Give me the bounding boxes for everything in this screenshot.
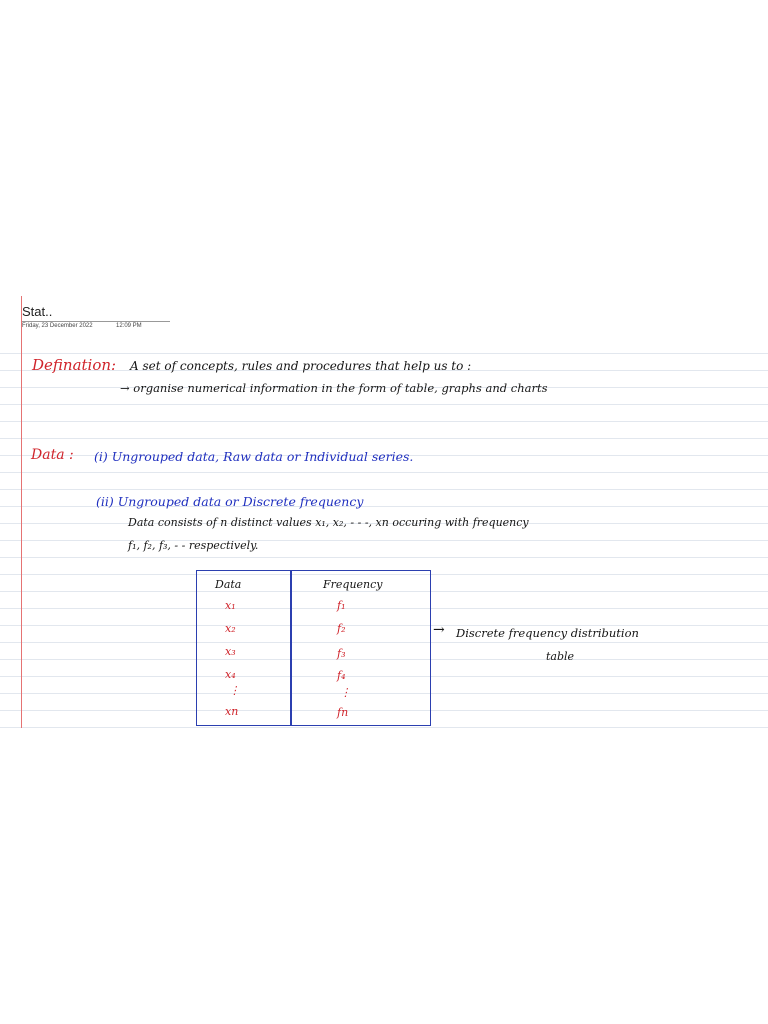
page-header-area — [0, 296, 768, 336]
right-arrow-icon: → — [433, 622, 445, 638]
note-time: 12:09 PM — [116, 323, 142, 329]
data-description-line-2: f₁, f₂, f₃, - - respectively. — [128, 539, 259, 552]
table-column-divider — [290, 571, 292, 725]
annotation-line-1: Discrete frequency distribution — [456, 626, 639, 640]
definition-line-1: A set of concepts, rules and procedures that help us to : — [130, 359, 472, 373]
frequency-table — [196, 570, 431, 726]
table-cell-data: xn — [225, 705, 239, 718]
notebook-page — [0, 296, 768, 728]
table-header-frequency: Frequency — [323, 578, 383, 591]
table-cell-frequency: f₁ — [337, 599, 346, 612]
margin-line — [21, 296, 22, 728]
table-cell-frequency: ⋮ — [340, 686, 351, 699]
table-cell-frequency: f₃ — [337, 647, 346, 660]
definition-line-2: → organise numerical information in the form of table, graphs and charts — [120, 381, 548, 395]
title-underline — [22, 321, 170, 322]
table-cell-data: x₁ — [225, 599, 236, 612]
note-date: Friday, 23 December 2022 — [22, 323, 93, 329]
table-cell-frequency: f₄ — [337, 669, 346, 682]
table-cell-data: x₄ — [225, 668, 236, 681]
table-cell-data: x₂ — [225, 622, 236, 635]
data-item-1: (i) Ungrouped data, Raw data or Individual series. — [94, 449, 414, 464]
annotation-line-2: table — [546, 650, 575, 663]
data-item-2: (ii) Ungrouped data or Discrete frequency — [96, 494, 364, 509]
table-cell-frequency: f₂ — [337, 622, 346, 635]
table-cell-frequency: fn — [337, 706, 349, 719]
data-label: Data : — [31, 447, 74, 463]
table-cell-data: x₃ — [225, 645, 236, 658]
table-header-data: Data — [215, 578, 242, 591]
definition-label: Defination: — [32, 356, 117, 374]
data-description-line-1: Data consists of n distinct values x₁, x₂, - - -, xn occuring with frequency — [128, 516, 529, 529]
page-title[interactable]: Stat.. — [22, 304, 53, 319]
table-cell-data: ⋮ — [229, 684, 240, 697]
